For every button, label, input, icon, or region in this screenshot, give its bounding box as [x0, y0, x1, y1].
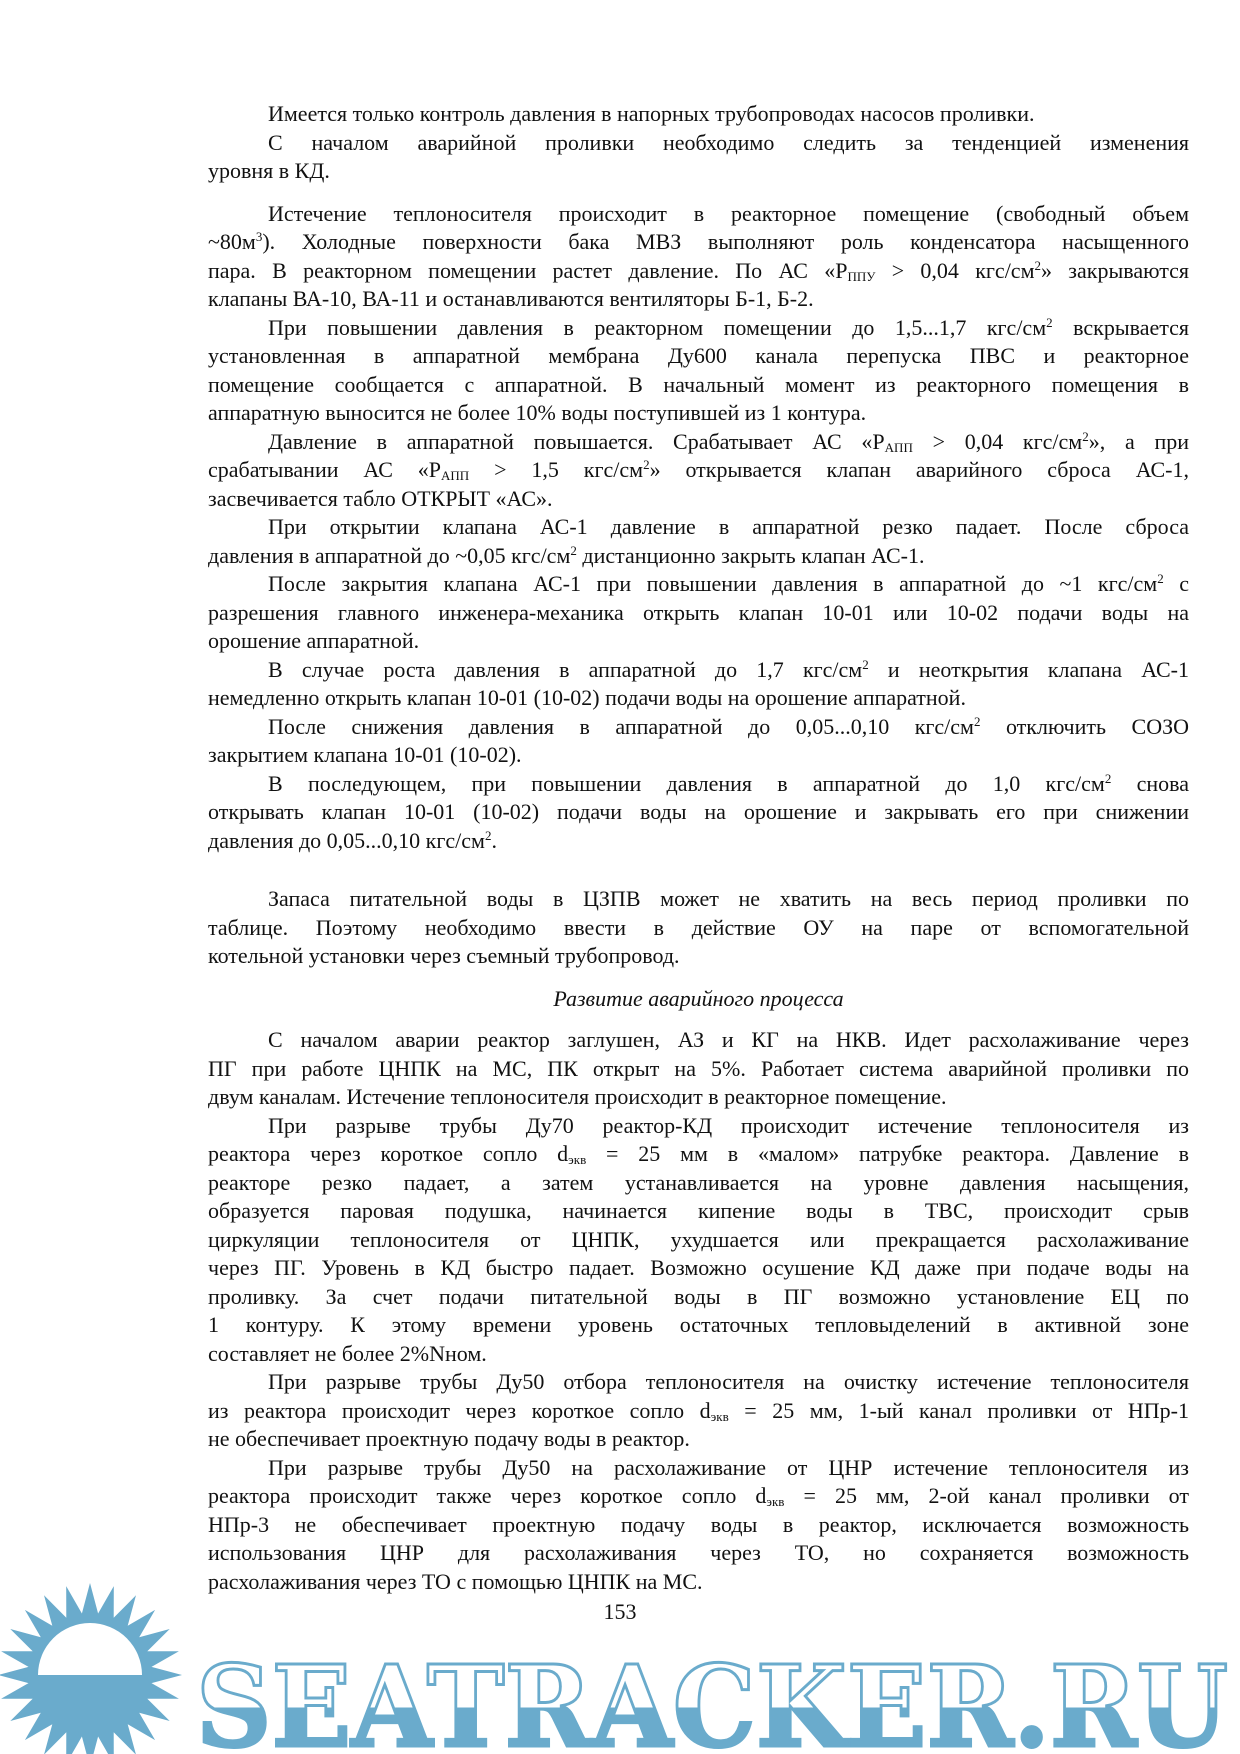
text-run: открывать клапан 10-01 (10-02) подачи воды на орошение и закрывать его при снижении: [208, 799, 1189, 824]
text-line: [208, 798, 1189, 827]
paragraph: [208, 428, 1189, 514]
text-line: [208, 656, 1189, 685]
text-run: отключить СОЗО: [980, 713, 1190, 739]
text-line: [208, 942, 1189, 971]
paragraph: [208, 513, 1189, 570]
text-run: реакторе резко падает, а затем устанавливается на уровне давления насыщения,: [208, 1169, 1189, 1195]
text-line: [208, 228, 1189, 257]
paragraph: [208, 100, 1189, 129]
text-run: Имеется только контроль давления в напорных трубопроводах насосов проливки.: [268, 101, 1035, 126]
subscript: экв: [568, 1152, 587, 1167]
text-run: котельной установки через съемный трубопровод.: [208, 943, 680, 968]
paragraph: [208, 1454, 1189, 1597]
text-run: пара. В реакторном помещении растет давление. По АС «Р: [208, 257, 848, 283]
subscript: экв: [766, 1494, 785, 1509]
text-run: .: [491, 827, 497, 853]
text-line: [208, 1454, 1189, 1483]
text-line: [208, 1254, 1189, 1283]
text-run: проливку. За счет подачи питательной воды в ПГ возможно установление ЕЦ по: [208, 1283, 1189, 1309]
text-run: После снижения давления в аппаратной до 0,05...0,10 кгс/см: [268, 713, 974, 739]
text-line: [208, 100, 1189, 129]
text-line: [208, 1340, 1189, 1369]
page-number: 153: [603, 1599, 637, 1624]
text-line: [208, 399, 1189, 428]
text-run: = 25 мм, 2-ой канал проливки от: [784, 1483, 1190, 1508]
paragraph: [208, 885, 1189, 971]
text-run: помещение сообщается с аппаратной. В начальный момент из реакторного помещения в: [208, 371, 1189, 397]
text-run: не обеспечивает проектную подачу воды в реактор.: [208, 1426, 690, 1451]
text-run: закрытием клапана 10-01 (10-02).: [208, 742, 522, 767]
text-run: » открывается клапан аварийного сброса АС-1,: [649, 457, 1189, 482]
text-line: [208, 285, 1189, 314]
text-run: образуется паровая подушка, начинается кипение воды в ТВС, происходит срыв: [208, 1198, 1189, 1223]
text-line: [208, 428, 1189, 457]
text-line: [208, 741, 1189, 770]
text-run: При разрыве трубы Ду70 реактор-КД происходит истечение теплоносителя из: [268, 1112, 1189, 1138]
superscript: 2: [973, 713, 981, 729]
text-run: давления в аппаратной до ~0,05 кгс/см: [208, 542, 571, 568]
text-run: циркуляции теплоносителя от ЦНПК, ухудшается или прекращается расхолаживание: [208, 1226, 1189, 1252]
text-run: ). Холодные поверхности бака МВЗ выполняют роль конденсатора насыщенного: [262, 229, 1189, 254]
text-run: снова: [1111, 770, 1189, 796]
text-run: составляет не более 2%Nном.: [208, 1340, 487, 1366]
text-run: и неоткрытия клапана АС-1: [868, 656, 1190, 682]
paragraph: [208, 1026, 1189, 1112]
superscript: 2: [643, 457, 650, 472]
text-run: Истечение теплоносителя происходит в реакторное помещение (свободный объем: [268, 200, 1189, 226]
text-line: [208, 1112, 1189, 1141]
paragraph: [208, 200, 1189, 314]
text-line: [208, 684, 1189, 713]
text-line: [208, 513, 1189, 542]
text-run: При разрыве трубы Ду50 отбора теплоносителя на очистку истечение теплоносителя: [268, 1369, 1189, 1394]
subscript: АПП: [441, 468, 470, 483]
paragraph: [208, 1112, 1189, 1369]
subscript: АПП: [884, 439, 913, 455]
text-line: [208, 1169, 1189, 1198]
paragraph: [208, 656, 1189, 713]
paragraph: [208, 770, 1189, 856]
text-run: = 25 мм, 1-ый канал проливки от НПр-1: [728, 1397, 1189, 1423]
text-run: засвечивается табло ОТКРЫТ «АС».: [208, 485, 553, 511]
text-line: [208, 456, 1189, 485]
superscript: 2: [862, 656, 869, 672]
paragraph: [208, 314, 1189, 428]
text-run: вскрывается: [1052, 314, 1189, 340]
text-line: [208, 342, 1189, 371]
text-run: НПр-3 не обеспечивает проектную подачу воды в реактор, исключается возможность: [208, 1511, 1189, 1537]
text-line: [208, 770, 1189, 799]
text-line: [208, 1311, 1189, 1340]
text-run: из реактора происходит через короткое сопло d: [208, 1397, 711, 1423]
text-run: реактора происходит также через короткое сопло d: [208, 1483, 767, 1508]
watermark-text: SEATRACKER.RU: [196, 1642, 1228, 1754]
text-line: [208, 1026, 1189, 1055]
text-line: [208, 1397, 1189, 1426]
superscript: 2: [570, 542, 577, 558]
text-line: [208, 1055, 1189, 1084]
text-line: [208, 627, 1189, 656]
text-run: двум каналам. Истечение теплоносителя происходит в реакторное помещение.: [208, 1084, 947, 1109]
text-run: с: [1163, 571, 1190, 596]
superscript: 2: [484, 827, 492, 843]
text-run: 1 контуру. К этому времени уровень остаточных тепловыделений в активной зоне: [208, 1312, 1189, 1337]
text-line: [208, 827, 1189, 856]
text-run: установленная в аппаратной мембрана Ду600 канала перепуска ПВС и реакторное: [208, 343, 1189, 368]
text-line: [208, 599, 1189, 628]
subscript: ППУ: [847, 268, 876, 284]
text-run: При разрыве трубы Ду50 на расхолаживание от ЦНР истечение теплоносителя из: [268, 1454, 1189, 1480]
superscript: 2: [1157, 571, 1164, 586]
text-run: расхолаживания через ТО с помощью ЦНПК на МС.: [208, 1568, 703, 1594]
text-run: При открытии клапана АС-1 давление в аппаратной резко падает. После сброса: [268, 514, 1189, 539]
text-run: дистанционно закрыть клапан АС-1.: [576, 542, 925, 568]
text-line: [208, 1226, 1189, 1255]
superscript: 2: [1034, 257, 1041, 273]
text-line: [208, 200, 1189, 229]
text-run: Запаса питательной воды в ЦЗПВ может не хватить на весь период проливки по: [268, 886, 1189, 911]
text-run: = 25 мм в «малом» патрубке реактора. Давление в: [586, 1141, 1189, 1166]
text-line: [208, 885, 1189, 914]
text-run: > 1,5 кгс/см: [469, 457, 644, 482]
text-line: [208, 1197, 1189, 1226]
text-run: », а при: [1088, 428, 1189, 454]
paragraph: [208, 570, 1189, 656]
text-run: использования ЦНР для расхолаживания через ТО, но сохраняется возможность: [208, 1540, 1189, 1565]
text-line: [208, 570, 1189, 599]
superscript: 2: [1046, 314, 1053, 330]
text-line: [208, 1083, 1189, 1112]
text-line: [208, 1511, 1189, 1540]
text-line: [208, 914, 1189, 943]
text-run: > 0,04 кгс/см: [875, 257, 1035, 283]
subscript: экв: [710, 1408, 729, 1424]
section-heading: Развитие аварийного процесса: [553, 985, 844, 1011]
text-run: > 0,04 кгс/см: [912, 428, 1083, 454]
text-line: [208, 314, 1189, 343]
text-run: В случае роста давления в аппаратной до 1,7 кгс/см: [268, 656, 863, 682]
text-line: [208, 1283, 1189, 1312]
text-run: С началом аварийной проливки необходимо следить за тенденцией изменения: [268, 129, 1189, 155]
text-line: [208, 1539, 1189, 1568]
superscript: 3: [255, 229, 263, 244]
text-run: ~80м: [208, 229, 256, 254]
text-run: давления до 0,05...0,10 кгс/см: [208, 827, 485, 853]
text-line: [208, 713, 1189, 742]
text-run: При повышении давления в реакторном помещении до 1,5...1,7 кгс/см: [268, 314, 1047, 340]
text-line: [208, 542, 1189, 571]
text-run: срабатывании АС «Р: [208, 457, 441, 482]
paragraph: [208, 713, 1189, 770]
text-line: [208, 1368, 1189, 1397]
text-run: разрешения главного инженера-механика открыть клапан 10-01 или 10-02 подачи воды на: [208, 599, 1189, 625]
text-run: В последующем, при повышении давления в аппаратной до 1,0 кгс/см: [268, 770, 1105, 796]
text-run: ПГ при работе ЦНПК на МС, ПК открыт на 5%. Работает система аварийной проливки по: [208, 1055, 1189, 1081]
superscript: 2: [1104, 770, 1112, 786]
superscript: 2: [1082, 428, 1089, 444]
text-run: немедленно открыть клапан 10-01 (10-02) подачи воды на орошение аппаратной.: [208, 685, 966, 710]
text-run: реактора через короткое сопло d: [208, 1141, 569, 1166]
paragraph: [208, 1368, 1189, 1454]
text-run: через ПГ. Уровень в КД быстро падает. Возможно осушение КД даже при подаче воды на: [208, 1255, 1189, 1280]
text-run: После закрытия клапана АС-1 при повышении давления в аппаратной до ~1 кгс/см: [268, 571, 1158, 596]
text-run: клапаны ВА-10, ВА-11 и останавливаются вентиляторы Б-1, Б-2.: [208, 286, 814, 311]
text-line: [208, 1140, 1189, 1169]
text-run: С началом аварии реактор заглушен, АЗ и КГ на НКВ. Идет расхолаживание через: [268, 1027, 1189, 1052]
text-run: Давление в аппаратной повышается. Срабатывает АС «Р: [268, 428, 885, 454]
text-line: [208, 129, 1189, 158]
text-line: [208, 1425, 1189, 1454]
text-line: [208, 485, 1189, 514]
text-run: таблице. Поэтому необходимо ввести в действие ОУ на паре от вспомогательной: [208, 914, 1189, 940]
text-run: аппаратную выносится не более 10% воды поступившей из 1 контура.: [208, 400, 867, 425]
text-line: [208, 371, 1189, 400]
text-run: уровня в КД.: [208, 158, 330, 183]
text-run: орошение аппаратной.: [208, 628, 420, 653]
text-run: » закрываются: [1041, 257, 1189, 283]
text-line: [208, 257, 1189, 286]
text-line: [208, 1482, 1189, 1511]
paragraph: [208, 129, 1189, 186]
document-body: [208, 100, 1189, 1596]
text-line: [208, 157, 1189, 186]
